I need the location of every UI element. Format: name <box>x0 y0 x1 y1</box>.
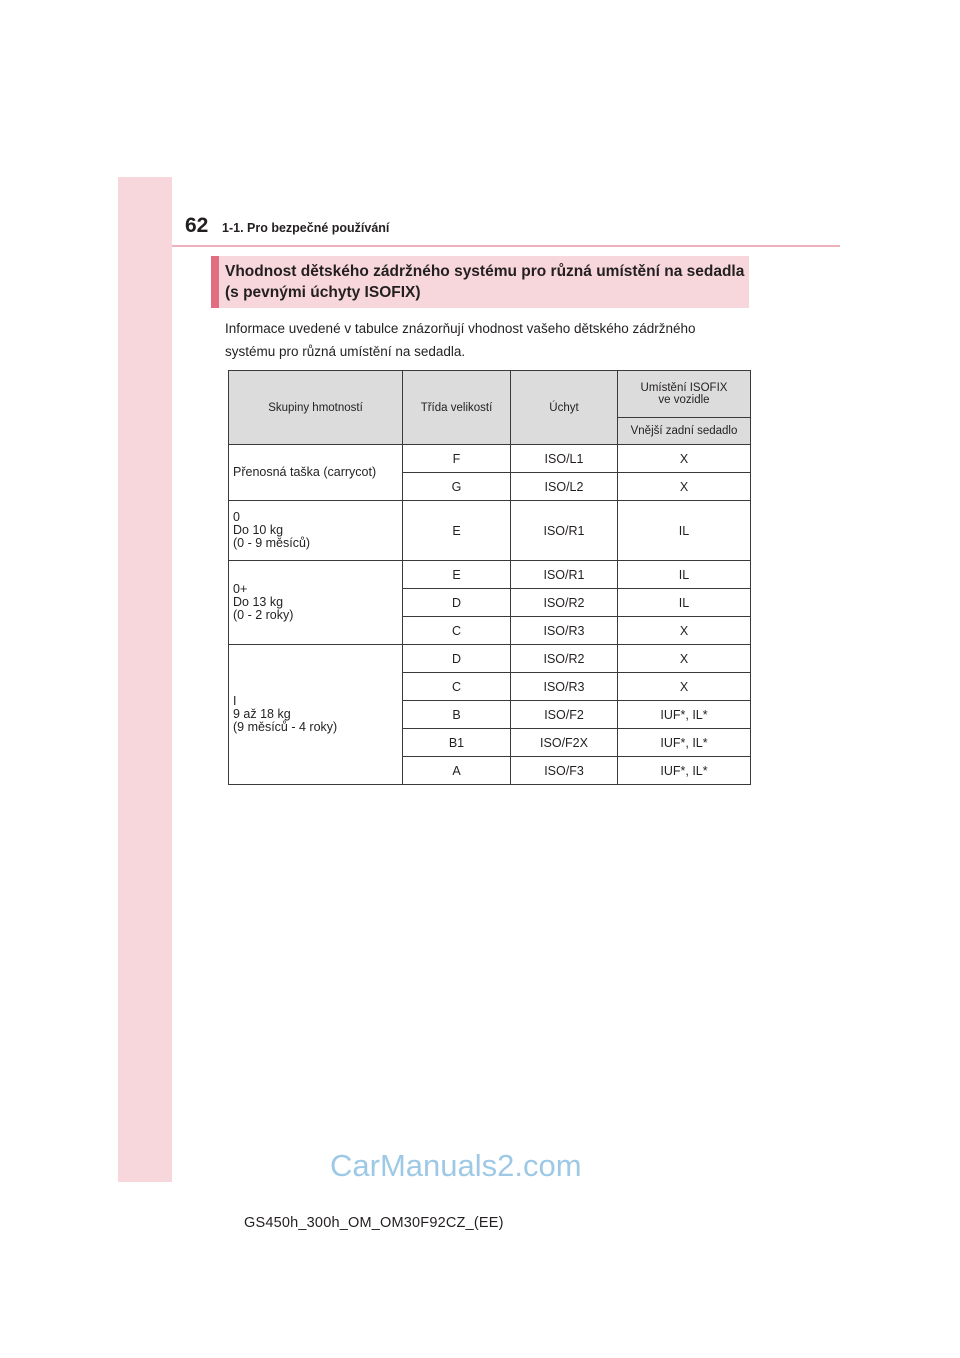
group-0-plus-weight: Do 13 kg <box>233 595 284 609</box>
intro-paragraph <box>225 317 747 363</box>
suitability-cell: IL <box>618 501 751 561</box>
group-carrycot: Přenosná taška (carrycot) <box>229 445 403 501</box>
heading-accent-bar <box>211 256 219 308</box>
group-1-weight: 9 až 18 kg <box>233 707 291 721</box>
suitability-cell: X <box>618 673 751 701</box>
size-class-cell: D <box>403 645 511 673</box>
size-class-cell: E <box>403 501 511 561</box>
page-number: 62 <box>185 214 209 237</box>
group-0 <box>229 501 403 561</box>
col-header-outer-rear-seat: Vnější zadní sedadlo <box>618 418 751 445</box>
table-row <box>229 645 751 673</box>
group-0-label: 0 <box>233 510 240 524</box>
suitability-cell: X <box>618 645 751 673</box>
watermark-text: CarManuals2.com <box>330 1148 582 1183</box>
group-0-weight: Do 10 kg <box>233 523 284 537</box>
fixture-cell: ISO/R3 <box>511 617 618 645</box>
table-row <box>229 501 751 561</box>
col-header-size-class: Třída velikostí <box>403 371 511 445</box>
group-0-plus-label: 0+ <box>233 582 248 596</box>
suitability-cell: IUF*, IL* <box>618 757 751 785</box>
col-header-isofix-position <box>618 371 751 418</box>
isofix-position-line-1: Umístění ISOFIX <box>640 382 728 394</box>
group-1-age: (9 měsíců - 4 roky) <box>233 720 338 734</box>
heading-line-2: (s pevnými úchyty ISOFIX) <box>225 284 421 301</box>
group-1-label: I <box>233 694 237 708</box>
fixture-cell: ISO/R2 <box>511 589 618 617</box>
fixture-cell: ISO/R1 <box>511 501 618 561</box>
fixture-cell: ISO/R3 <box>511 673 618 701</box>
col-header-weight-groups: Skupiny hmotností <box>229 371 403 445</box>
group-0-age: (0 - 9 měsíců) <box>233 536 311 550</box>
suitability-cell: X <box>618 617 751 645</box>
suitability-cell: X <box>618 473 751 501</box>
table-row <box>229 445 751 473</box>
suitability-cell: IL <box>618 589 751 617</box>
intro-line-1: Informace uvedené v tabulce znázorňují vhodnost vašeho dětského zádržného <box>225 321 696 336</box>
size-class-cell: C <box>403 617 511 645</box>
size-class-cell: G <box>403 473 511 501</box>
header-rule <box>172 245 840 247</box>
footer-manual-code: GS450h_300h_OM_OM30F92CZ_(EE) <box>244 1215 504 1231</box>
group-1 <box>229 645 403 785</box>
isofix-suitability-table <box>228 370 751 785</box>
fixture-cell: ISO/F2X <box>511 729 618 757</box>
fixture-cell: ISO/R2 <box>511 645 618 673</box>
section-title: 1-1. Pro bezpečné používání <box>222 221 390 235</box>
size-class-cell: B <box>403 701 511 729</box>
fixture-cell: ISO/F2 <box>511 701 618 729</box>
table-header-row <box>229 371 751 418</box>
size-class-cell: A <box>403 757 511 785</box>
fixture-cell: ISO/L2 <box>511 473 618 501</box>
side-tab-band <box>118 177 172 1182</box>
size-class-cell: E <box>403 561 511 589</box>
size-class-cell: D <box>403 589 511 617</box>
suitability-cell: IL <box>618 561 751 589</box>
intro-line-2: systému pro různá umístění na sedadla. <box>225 344 466 359</box>
size-class-cell: C <box>403 673 511 701</box>
suitability-cell: IUF*, IL* <box>618 729 751 757</box>
size-class-cell: B1 <box>403 729 511 757</box>
suitability-cell: IUF*, IL* <box>618 701 751 729</box>
fixture-cell: ISO/L1 <box>511 445 618 473</box>
table-row <box>229 561 751 589</box>
section-heading <box>211 256 749 308</box>
col-header-fixture: Úchyt <box>511 371 618 445</box>
heading-text <box>225 261 745 303</box>
group-0-plus-age: (0 - 2 roky) <box>233 608 294 622</box>
isofix-position-line-2: ve vozidle <box>658 394 710 406</box>
heading-line-1: Vhodnost dětského zádržného systému pro různá umístění na sedadla <box>225 263 745 280</box>
fixture-cell: ISO/R1 <box>511 561 618 589</box>
fixture-cell: ISO/F3 <box>511 757 618 785</box>
suitability-cell: X <box>618 445 751 473</box>
group-0-plus <box>229 561 403 645</box>
size-class-cell: F <box>403 445 511 473</box>
